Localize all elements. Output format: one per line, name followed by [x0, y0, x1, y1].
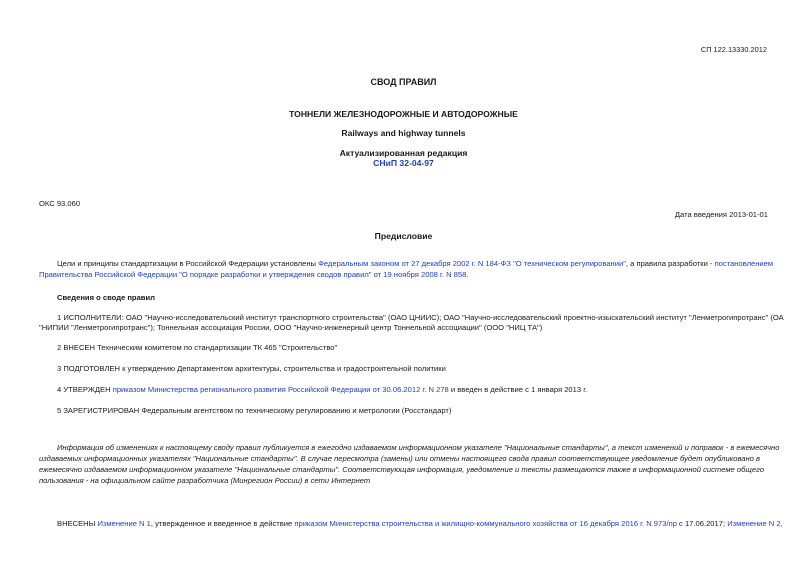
notice-line: ежемесячно издаваемом информационном указателе "Национальные стандарты". Соответствующая информация, уведомление и тексты размещаются также в информационной системе общего	[39, 465, 764, 474]
info-item-4-text: и введен в действие с 1 января 2013 г.	[448, 385, 588, 394]
preface-text: Цели и принципы стандартизации в Российской Федерации установлены	[57, 259, 319, 268]
english-title: Railways and highway tunnels	[341, 128, 466, 138]
notice-line: Информация об изменениях к настоящему своду правил публикуется в ежегодно издаваемом информационном указателе "Национальные стандарты", а текст изменений и поправок - в ежемесячно	[57, 443, 780, 452]
amendments-text: с 17.06.2017;	[676, 519, 728, 528]
amendments-text: , утвержденное и введенное в действие	[150, 519, 295, 528]
preface-paragraph-line	[57, 259, 773, 268]
document-subject-title: ТОННЕЛИ ЖЕЛЕЗНОДОРОЖНЫЕ И АВТОДОРОЖНЫЕ	[289, 109, 518, 119]
notice-line: пользования - на официальном сайте разработчика (Минрегион России) в сети Интернет	[39, 476, 371, 485]
amendments-text: ВНЕСЕНЫ	[57, 519, 98, 528]
info-item-4-text: 4 УТВЕРЖДЕН	[57, 385, 113, 394]
preface-heading: Предисловие	[374, 231, 433, 241]
preface-text: .	[466, 270, 469, 279]
amendment-1-link[interactable]: Изменение N 1	[97, 519, 151, 528]
amendment-2-link[interactable]: Изменение N 2,	[727, 519, 783, 528]
info-item-3: 3 ПОДГОТОВЛЕН к утверждению Департаментом архитектуры, строительства и градостроительной политики	[57, 364, 446, 373]
oks-code: ОКС 93.060	[39, 199, 81, 208]
government-decree-link[interactable]: постановлением	[714, 259, 774, 268]
info-item-2: 2 ВНЕСЕН Техническим комитетом по стандартизации ТК 465 "Строительство"	[57, 343, 338, 352]
amendments-line	[57, 519, 783, 528]
notice-line: издаваемых информационных указателях "Национальные стандарты". В случае пересмотра (замены) или отмены настоящего свода правил соответствующее уведомление будет опубликовано в	[39, 454, 760, 463]
edition-title: Актуализированная редакция	[339, 148, 468, 158]
document-type-title: СВОД ПРАВИЛ	[370, 77, 437, 87]
info-item-1: 1 ИСПОЛНИТЕЛИ: ОАО "Научно-исследовательский институт транспортного строительства" (ОАО ЦНИИС); ОАО "Научно-исследовательский проектно-изыскательский институт "Ленметрогипротранс" (ОА	[57, 313, 784, 322]
info-heading: Сведения о своде правил	[57, 293, 155, 302]
info-item-1-cont: "НИПИИ "Ленметрогипротранс"); Тоннельная ассоциация России, ООО "Научно-инженерный центр Тоннельной ассоциации" (ООО "НИЦ ТА")	[39, 323, 543, 332]
preface-text: , а правила разработки -	[625, 259, 715, 268]
government-decree-link[interactable]: Правительства Российской Федерации "О порядке разработки и утверждения сводов правил" от 19 ноября 2008 г. N 858	[39, 270, 467, 279]
federal-law-link[interactable]: Федеральным законом от 27 декабря 2002 г. N 184-ФЗ "О техническом регулировании"	[318, 259, 626, 268]
info-item-4	[57, 385, 587, 394]
snip-link[interactable]: СНиП 32-04-97	[373, 158, 434, 168]
preface-paragraph-line	[39, 270, 468, 279]
ministry-order-link[interactable]: приказом Министерства регионального развития Российской Федерации от 30.06.2012 г. N 278	[112, 385, 449, 394]
document-code: СП 122.13330.2012	[700, 45, 767, 54]
introduction-date: Дата введения 2013-01-01	[674, 210, 768, 219]
info-item-5: 5 ЗАРЕГИСТРИРОВАН Федеральным агентством по техническому регулированию и метрологии (Росстандарт)	[57, 406, 452, 415]
ministry-construction-order-link[interactable]: приказом Министерства строительства и жилищно-коммунального хозяйства от 16 декабря 2016 г. N 973/пр	[294, 519, 677, 528]
